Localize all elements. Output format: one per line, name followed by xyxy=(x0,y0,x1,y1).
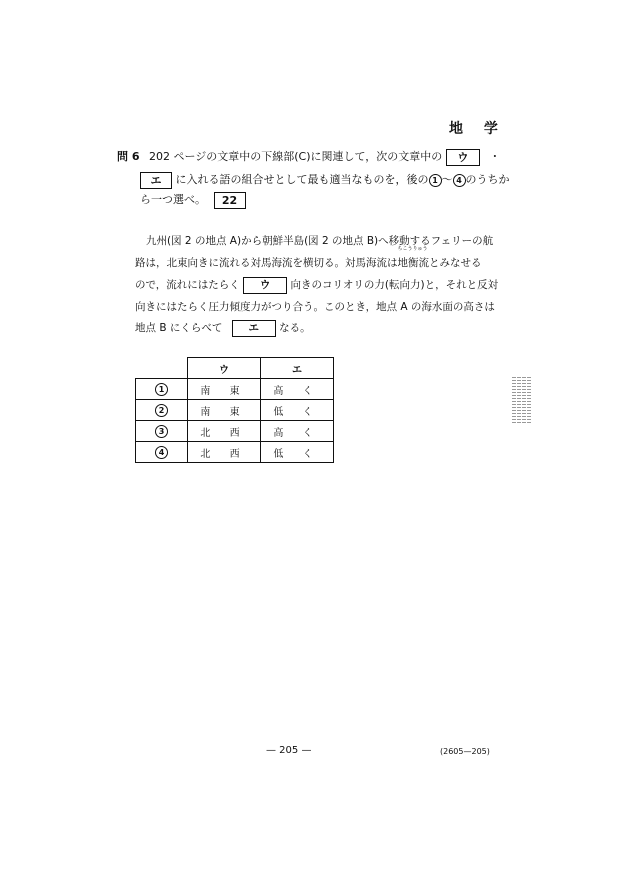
option-number-cell xyxy=(136,379,188,400)
question-line-2 xyxy=(140,170,510,190)
passage-line-5 xyxy=(135,318,311,338)
passage-line-3 xyxy=(135,275,498,295)
options-header-row xyxy=(136,358,334,379)
tilde: ～ xyxy=(441,173,453,186)
question-stem-2-end: のうちか xyxy=(465,173,510,186)
option-number-cell xyxy=(136,400,188,421)
column-header-e: エ xyxy=(261,358,334,379)
option-row xyxy=(136,442,334,463)
passage-line-5-b: なる。 xyxy=(279,322,311,334)
option-row xyxy=(136,400,334,421)
option-number-cell xyxy=(136,421,188,442)
option-u-cell: 北 西 xyxy=(188,442,261,463)
passage-line-5-a: 地点 B にくらべて xyxy=(135,322,223,334)
ruby-base: 地衡 xyxy=(397,257,419,269)
page-code: (2605—205) xyxy=(440,747,490,756)
option-row xyxy=(136,421,334,442)
option-u-cell: 北 西 xyxy=(188,421,261,442)
option-1-circle-icon: 1 xyxy=(155,383,168,396)
passage-line-2 xyxy=(135,246,482,273)
option-e-cell: 高 く xyxy=(261,379,334,400)
option-2-circle-icon: 2 xyxy=(155,404,168,417)
option-e-cell: 低 く xyxy=(261,400,334,421)
passage-blank-u: ウ xyxy=(243,277,287,294)
passage-line-1: 九州(図 2 の地点 A)から朝鮮半島(図 2 の地点 B)へ移動するフェリーの航 xyxy=(146,235,494,247)
ruby-reading: ちこうりゅう xyxy=(397,246,428,252)
question-number: 問 6 xyxy=(117,150,140,163)
table-corner xyxy=(136,358,188,379)
question-line-3 xyxy=(140,190,246,210)
passage-line-3-a: ので，流れにはたらく xyxy=(135,279,240,291)
passage-line-2-text: 路は，北東向きに流れる対馬海流を横切る。対馬海流は xyxy=(135,257,398,269)
question-line-1 xyxy=(117,147,500,167)
subject-heading: 地 学 xyxy=(449,121,506,137)
option-e-cell: 低 く xyxy=(261,442,334,463)
page-number: — 205 — xyxy=(266,745,312,756)
question-stem-3: ら一つ選べ。 xyxy=(140,193,206,206)
choice-1-circle-icon: 1 xyxy=(429,174,442,187)
answer-number-box: 22 xyxy=(214,192,246,209)
option-u-cell: 南 東 xyxy=(188,379,261,400)
passage-line-2-after: 流とみなせる xyxy=(418,257,482,269)
blank-box-u: ウ xyxy=(446,149,480,166)
option-row xyxy=(136,379,334,400)
options-table xyxy=(135,357,334,463)
question-stem-2: に入れる語の組合せとして最も適当なものを，後の xyxy=(175,173,429,186)
passage-line-4: 向きにはたらく圧力傾度力がつり合う。このとき，地点 A の海水面の高さは xyxy=(135,301,495,313)
ruby-word xyxy=(397,246,428,273)
passage-line-3-b: 向きのコリオリの力(転向力)と，それと反対 xyxy=(290,279,499,291)
choice-4-circle-icon: 4 xyxy=(453,174,466,187)
column-header-u: ウ xyxy=(188,358,261,379)
separator-dot: ・ xyxy=(489,150,501,163)
blank-box-e: エ xyxy=(140,172,172,189)
option-number-cell xyxy=(136,442,188,463)
passage-blank-e: エ xyxy=(232,320,276,337)
option-4-circle-icon: 4 xyxy=(155,446,168,459)
option-3-circle-icon: 3 xyxy=(155,425,168,438)
registration-mark-icon xyxy=(512,377,532,423)
option-u-cell: 南 東 xyxy=(188,400,261,421)
option-e-cell: 高 く xyxy=(261,421,334,442)
question-stem-1: 202 ページの文章中の下線部(C)に関連して，次の文章中の xyxy=(148,150,443,163)
